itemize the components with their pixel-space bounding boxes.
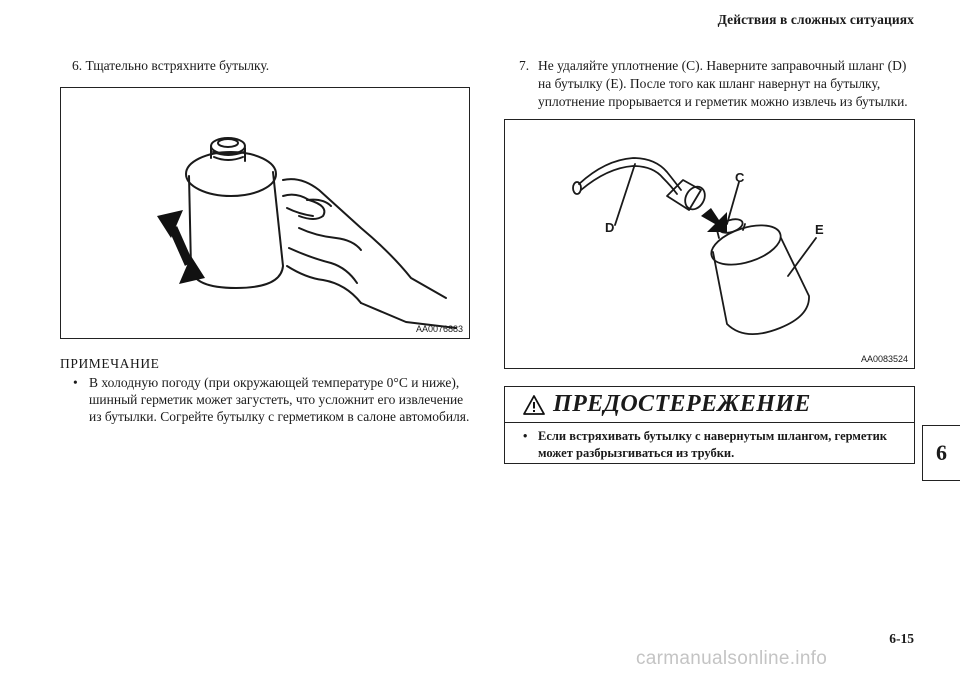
page-number: 6-15 — [889, 631, 914, 646]
step-7-text: Не удаляйте уплотнение (С). Наверните заправочный шланг (D) на бутылку (E). После того как шланг навернут на бутылку, уплотнение прорывается и герметик можно извлечь из бутылки. — [538, 58, 908, 109]
chapter-tab: 6 — [922, 425, 960, 481]
label-e: E — [815, 222, 824, 237]
caution-title: ПРЕДОСТЕРЕЖЕНИЕ — [553, 391, 811, 417]
step-7 — [519, 57, 919, 111]
bullet: • — [523, 429, 528, 443]
shake-direction-arrow-icon — [157, 210, 205, 284]
caution-header — [505, 387, 914, 423]
label-c: C — [735, 170, 745, 185]
install-direction-arrow-icon — [701, 208, 727, 232]
section-title: Действия в сложных ситуациях — [717, 12, 914, 27]
note-item-text: В холодную погоду (при окружающей температуре 0°С и ниже), шинный герметик может загустеть, что усложнит его извлечение из бутылки. Согрейте бутылку с герметиком в салоне автомобиля. — [89, 375, 470, 424]
caution-item-text: Если встряхивать бутылку с навернутым шлангом, герметик может разбрызгиваться из трубки. — [538, 429, 887, 460]
figure-code: AA0083524 — [860, 354, 908, 364]
caution-item — [505, 423, 914, 462]
note-title: ПРИМЕЧАНИЕ — [60, 356, 160, 371]
note-block — [60, 355, 475, 425]
step-6-number: 6. — [72, 58, 83, 73]
step-7-number: 7. — [519, 58, 530, 73]
attach-hose-illustration — [505, 120, 916, 370]
step-6-text: Тщательно встряхните бутылку. — [85, 58, 270, 73]
step-6 — [72, 57, 269, 75]
warning-triangle-icon — [523, 395, 545, 415]
shake-bottle-illustration — [61, 88, 471, 340]
bullet: • — [73, 375, 78, 390]
figure-shake-bottle — [60, 87, 470, 339]
watermark: carmanualsonline.info — [636, 648, 828, 669]
note-item — [60, 374, 475, 425]
caution-box — [504, 386, 915, 464]
figure-code: AA0076883 — [415, 324, 463, 334]
figure-attach-hose — [504, 119, 915, 369]
label-d: D — [605, 220, 615, 235]
